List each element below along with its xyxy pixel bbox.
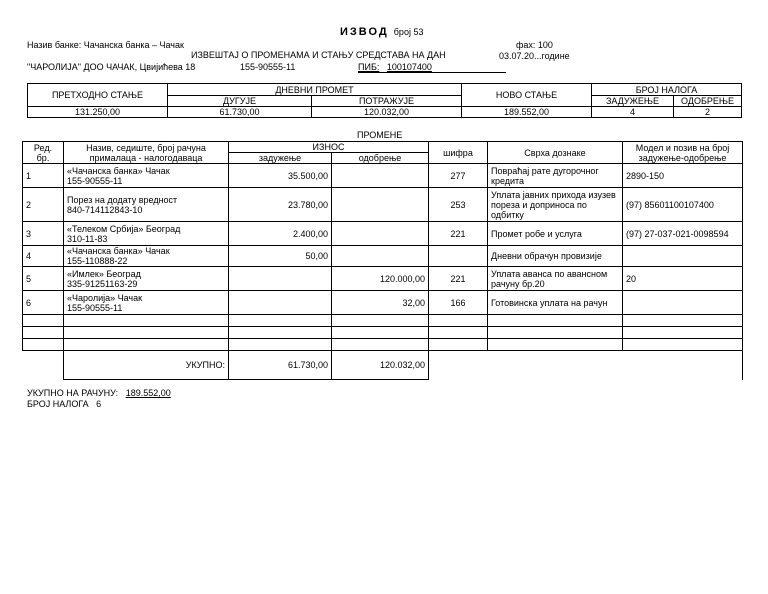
fax: фах: 100 — [516, 40, 553, 50]
row-approval — [332, 188, 429, 222]
bank-name: Назив банке: Чачанска банка – Чачак — [27, 40, 184, 50]
row-name — [64, 267, 229, 291]
row-model: (97) 85601100107400 — [623, 188, 743, 222]
account-balance — [27, 388, 171, 398]
row-name-text: Порез на додату вредност — [67, 194, 178, 205]
row-charge — [229, 267, 332, 291]
value-debit: 61.730,00 — [168, 107, 312, 118]
col-model-line1: Модел и позив на број — [635, 142, 730, 153]
value-charge: 4 — [592, 107, 674, 118]
row-model: 20 — [623, 267, 743, 291]
col-charge: задужење — [229, 153, 332, 164]
row-charge: 2.400,00 — [229, 222, 332, 246]
row-approval — [332, 246, 429, 267]
row-no: 1 — [23, 164, 64, 188]
value-new: 189.552,00 — [462, 107, 592, 118]
balance-label: УКУПНО НА РАЧУНУ: — [27, 388, 119, 398]
col-no — [23, 142, 64, 164]
table-row — [23, 246, 743, 267]
changes-title: ПРОМЕНЕ — [357, 130, 403, 140]
row-name-text: «Чаролија» Чачак — [67, 292, 143, 303]
header-new: НОВО СТАЊЕ — [462, 84, 592, 107]
header-orders: БРОЈ НАЛОГА — [592, 84, 742, 96]
row-name-text: «Имлек» Београд — [67, 268, 141, 279]
header-credit: ПОТРАЖУЈЕ — [312, 96, 462, 107]
row-name-text: «Телеком Србија» Београд — [67, 223, 181, 234]
row-purpose: Дневни обрачун провизије — [488, 246, 623, 267]
document-title — [340, 26, 423, 38]
summary-table — [27, 83, 742, 118]
row-approval — [332, 164, 429, 188]
empty-row — [23, 327, 743, 339]
title-text: ИЗВОД — [340, 26, 389, 38]
row-charge: 23.780,00 — [229, 188, 332, 222]
pib — [358, 62, 506, 73]
row-account: 155-90555-11 — [67, 302, 123, 313]
pib-label: ПИБ: — [358, 62, 380, 72]
orders-label: БРОЈ НАЛОГА — [27, 399, 89, 409]
table-row — [23, 188, 743, 222]
orders-value: 6 — [96, 399, 102, 409]
company-name: "ЧАРОЛИЈА" ДОО ЧАЧАК, Цвијићева 18 — [27, 62, 196, 72]
row-no: 2 — [23, 188, 64, 222]
row-purpose: Готовинска уплата на рачун — [488, 291, 623, 315]
header-daily: ДНЕВНИ ПРОМЕТ — [168, 84, 462, 96]
total-row — [23, 351, 743, 380]
row-no: 5 — [23, 267, 64, 291]
col-amount: ИЗНОС — [229, 142, 429, 153]
row-code: 166 — [429, 291, 488, 315]
total-approval: 120.032,00 — [332, 351, 429, 380]
row-account: 155-110888-22 — [67, 256, 128, 266]
table-row — [23, 222, 743, 246]
col-model-line2: задужење-одобрење — [638, 152, 727, 163]
statement-number: број 53 — [393, 27, 424, 37]
col-name-line2: прималаца - налогодаваца — [89, 152, 203, 163]
changes-table — [22, 141, 743, 380]
row-name — [64, 246, 229, 267]
value-previous: 131.250,00 — [28, 107, 168, 118]
table-row — [23, 164, 743, 188]
col-no-line1: Ред. — [33, 142, 53, 153]
row-name — [64, 222, 229, 246]
row-name — [64, 164, 229, 188]
col-name-line1: Назив, седиште, број рачуна — [86, 142, 206, 153]
row-purpose: Уплата јавних прихода изузев пореза и доприноса по одбитку — [488, 188, 623, 222]
row-approval — [332, 222, 429, 246]
row-approval: 120.000,00 — [332, 267, 429, 291]
row-model: 2890-150 — [623, 164, 743, 188]
row-charge: 50,00 — [229, 246, 332, 267]
row-code: 277 — [429, 164, 488, 188]
order-count — [27, 399, 101, 409]
row-name-text: «Чачанска банка» Чачак — [67, 165, 170, 176]
row-name-text: «Чачанска банка» Чачак — [67, 246, 170, 256]
row-model: (97) 27-037-021-0098594 — [623, 222, 743, 246]
row-model — [623, 246, 743, 267]
value-credit: 120.032,00 — [312, 107, 462, 118]
header-debit: ДУГУЈЕ — [168, 96, 312, 107]
row-no: 4 — [23, 246, 64, 267]
row-charge — [229, 291, 332, 315]
row-purpose: Уплата аванса по авансном рачуну бр.20 — [488, 267, 623, 291]
row-name — [64, 188, 229, 222]
row-code — [429, 246, 488, 267]
empty-row — [23, 339, 743, 351]
row-no: 6 — [23, 291, 64, 315]
row-model — [623, 291, 743, 315]
report-date: 03.07.20...године — [499, 51, 570, 61]
col-model — [623, 142, 743, 164]
total-charge: 61.730,00 — [229, 351, 332, 380]
row-purpose: Промет робе и услуга — [488, 222, 623, 246]
balance-value: 189.552,00 — [125, 388, 171, 398]
row-name — [64, 291, 229, 315]
company-account: 155-90555-11 — [240, 62, 296, 72]
value-approval: 2 — [674, 107, 742, 118]
table-row — [23, 291, 743, 315]
row-code: 253 — [429, 188, 488, 222]
col-code: шифра — [429, 142, 488, 164]
row-account: 840-714112843-10 — [67, 204, 143, 215]
empty-row — [23, 315, 743, 327]
header-previous: ПРЕТХОДНО СТАЊЕ — [28, 84, 168, 107]
col-name — [64, 142, 229, 164]
col-purpose: Сврха дознаке — [488, 142, 623, 164]
row-account: 310-11-83 — [67, 233, 108, 244]
col-approval: одобрење — [332, 153, 429, 164]
row-code: 221 — [429, 267, 488, 291]
table-row — [23, 267, 743, 291]
row-account: 155-90555-11 — [67, 175, 123, 186]
row-account: 335-91251163-29 — [67, 278, 138, 289]
row-approval: 32,00 — [332, 291, 429, 315]
row-no: 3 — [23, 222, 64, 246]
total-label: УКУПНО: — [64, 351, 229, 380]
pib-value: 100107400 — [386, 62, 432, 72]
col-no-line2: бр. — [36, 152, 50, 163]
header-approval: ОДОБРЕЊЕ — [674, 96, 742, 107]
row-charge: 35.500,00 — [229, 164, 332, 188]
header-charge: ЗАДУЖЕЊЕ — [592, 96, 674, 107]
row-purpose: Повраћај рате дугорочног кредита — [488, 164, 623, 188]
row-code: 221 — [429, 222, 488, 246]
report-heading: ИЗВЕШТАЈ О ПРОМЕНАМА И СТАЊУ СРЕДСТАВА НА ДАН — [191, 50, 446, 60]
